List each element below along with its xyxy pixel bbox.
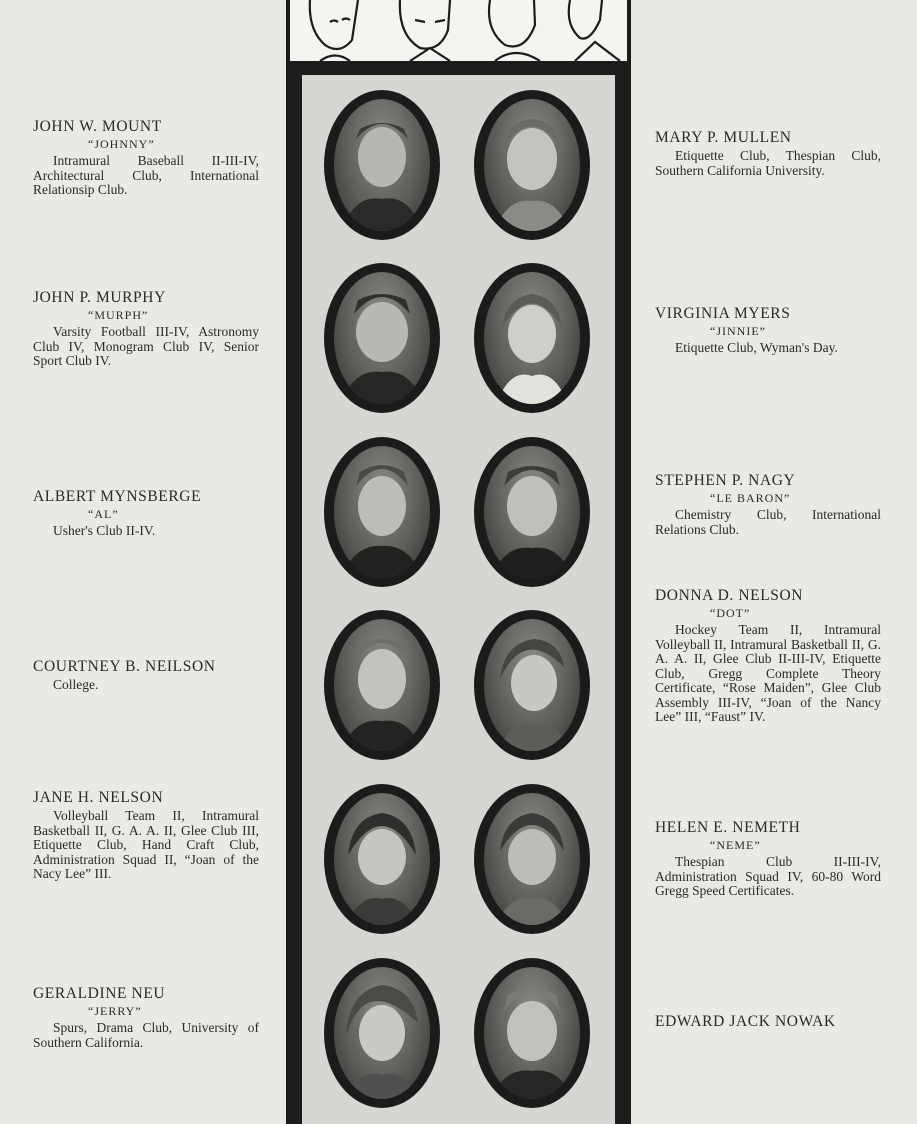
portrait-myers [474,263,590,413]
student-name: GERALDINE NEU [33,985,166,1002]
student-name: MARY P. MULLEN [655,129,792,146]
student-activities: Intramural Baseball II-III-IV, Architectural Club, International Relationsip Club. [33,153,259,197]
student-entry-nagy [655,471,881,537]
photo-column [286,65,631,1124]
student-activities: Chemistry Club, International Relations Club. [655,507,881,537]
photo-column-panel [302,75,615,1124]
student-name: JANE H. NELSON [33,789,164,806]
student-nickname: “DOT” [710,606,751,620]
student-activities: Usher's Club II-IV. [53,523,156,538]
portrait-murphy [324,263,440,413]
student-activities: Volleyball Team II, Intramural Basketball II, G. A. A. II, Glee Club III, Etiquette Club, Hand Craft Club, Administration Squad II, “Joan of the Nacy Lee” III. [33,808,259,881]
student-entry-mount [33,117,259,198]
portrait-nemeth [474,784,590,934]
student-entry-murphy [33,288,259,369]
portrait-mount [324,90,440,240]
student-activities: Varsity Football III-IV, Astronomy Club IV, Monogram Club IV, Senior Sport Club IV. [33,324,259,368]
student-entry-mullen [655,128,881,178]
student-name: HELEN E. NEMETH [655,819,801,836]
student-name: VIRGINIA MYERS [655,305,791,322]
student-activities: College. [53,677,99,692]
student-entry-neilson [33,657,259,693]
student-activities: Hockey Team II, Intramural Volleyball II, Intramural Basketball II, G. A. A. II, Glee Club II-III-IV, Etiquette Club, Gregg Complete Theory Certificate, “Rose Maiden”, Glee Club Assembly III-IV, “Joan of the Nancy Lee” III, “Faust” IV. [655,622,881,724]
student-nickname: “AL” [88,507,119,521]
student-entry-nemeth [655,818,881,899]
portrait-nowak [474,958,590,1108]
portrait-nagy [474,437,590,587]
student-nickname: “LE BARON” [710,491,791,505]
student-entry-jane-nelson [33,788,259,882]
student-name: STEPHEN P. NAGY [655,472,796,489]
student-entry-donna-nelson [655,586,881,725]
header-illustration [286,0,631,65]
student-name: EDWARD JACK NOWAK [655,1013,836,1030]
student-activities: Etiquette Club, Thespian Club, Southern California University. [655,148,881,178]
student-name: DONNA D. NELSON [655,587,804,604]
portrait-neilson [324,610,440,760]
student-name: JOHN W. MOUNT [33,118,162,135]
student-nickname: “JOHNNY” [88,137,155,151]
portrait-mullen [474,90,590,240]
student-nickname: “NEME” [710,838,761,852]
student-activities: Spurs, Drama Club, University of Southern California. [33,1020,259,1050]
student-activities: Etiquette Club, Wyman's Day. [675,340,838,355]
student-name: COURTNEY B. NEILSON [33,658,216,675]
student-name: JOHN P. MURPHY [33,289,166,306]
student-entry-myers [655,304,881,356]
student-name: ALBERT MYNSBERGE [33,488,202,505]
portrait-donna-nelson [474,610,590,760]
student-nickname: “JERRY” [88,1004,142,1018]
cartoon-faces-icon [290,0,627,61]
portrait-jane-nelson [324,784,440,934]
student-nickname: “JINNIE” [710,324,766,338]
portrait-neu [324,958,440,1108]
student-entry-mynsberge [33,487,259,539]
student-entry-nowak [655,1012,881,1031]
portrait-mynsberge [324,437,440,587]
student-entry-neu [33,984,259,1050]
student-nickname: “MURPH” [88,308,149,322]
student-activities: Thespian Club II-III-IV, Administration Squad IV, 60-80 Word Gregg Speed Certificates. [655,854,881,898]
